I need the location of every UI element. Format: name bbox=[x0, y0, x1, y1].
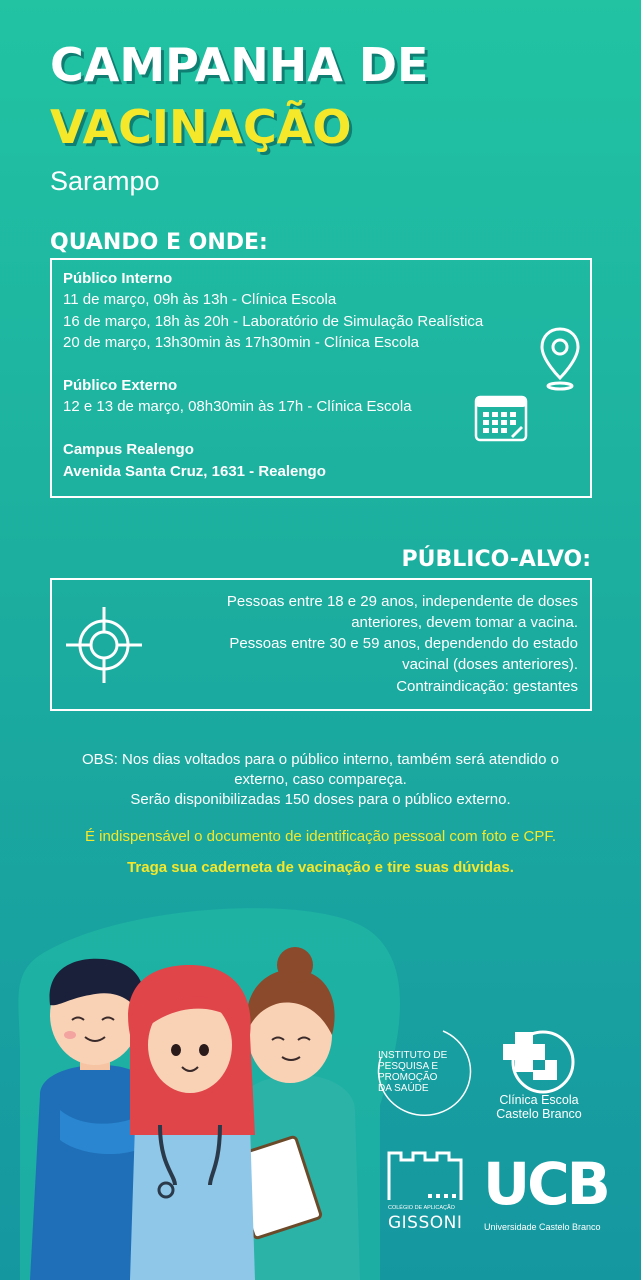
instituto-logo: INSTITUTO DE PESQUISA E PROMOÇÃO DA SAÚDE bbox=[378, 1050, 448, 1094]
internal-line-3: 20 de março, 13h30min às 17h30min - Clínica Escola bbox=[63, 334, 420, 351]
clinica-escola-cross-icon bbox=[503, 1024, 575, 1096]
ucb-subtitle: Universidade Castelo Branco bbox=[484, 1222, 601, 1232]
when-where-box bbox=[50, 258, 592, 498]
location-pin-icon bbox=[538, 326, 582, 394]
internal-title: Público Interno bbox=[63, 270, 173, 287]
obs-line-3: Serão disponibilizadas 150 doses para o público externo. bbox=[130, 791, 511, 808]
female-nurse-center-figure bbox=[128, 965, 255, 1280]
external-title: Público Externo bbox=[63, 377, 178, 394]
internal-line-1: 11 de março, 09h às 13h - Clínica Escola bbox=[63, 291, 337, 308]
target-crosshair-icon bbox=[64, 605, 144, 685]
card-notice: Traga sua caderneta de vacinação e tire suas dúvidas. bbox=[127, 859, 514, 876]
obs-line-1: OBS: Nos dias voltados para o público interno, também será atendido o bbox=[82, 751, 559, 768]
gissoni-subtitle: COLÉGIO DE APLICAÇÃO bbox=[388, 1205, 455, 1211]
target-line-4: vacinal (doses anteriores). bbox=[402, 656, 578, 673]
gissoni-logo: GISSONI bbox=[388, 1213, 463, 1233]
internal-line-2: 16 de março, 18h às 20h - Laboratório de Simulação Realística bbox=[63, 313, 484, 330]
campus-address: Avenida Santa Cruz, 1631 - Realengo bbox=[63, 463, 326, 480]
calendar-icon bbox=[474, 392, 528, 442]
target-line-2: anteriores, devem tomar a vacina. bbox=[351, 614, 578, 631]
target-box bbox=[50, 578, 592, 711]
target-line-3: Pessoas entre 30 e 59 anos, dependendo do estado bbox=[229, 635, 578, 652]
ucb-logo: UCB bbox=[483, 1150, 608, 1218]
target-heading: PÚBLICO-ALVO: bbox=[401, 547, 591, 572]
target-line-1: Pessoas entre 18 e 29 anos, independente de doses bbox=[226, 593, 578, 610]
obs-line-2: externo, caso compareça. bbox=[234, 771, 407, 788]
id-notice: É indispensável o documento de identificação pessoal com foto e CPF. bbox=[84, 828, 557, 845]
title-line-1: CAMPANHA DE bbox=[50, 38, 429, 92]
title-line-2: VACINAÇÃO bbox=[50, 100, 352, 154]
when-where-heading: QUANDO E ONDE: bbox=[50, 230, 268, 255]
external-line-1: 12 e 13 de março, 08h30min às 17h - Clínica Escola bbox=[63, 398, 412, 415]
clinica-escola-logo: Clínica Escola Castelo Branco bbox=[496, 1093, 582, 1121]
subtitle: Sarampo bbox=[50, 166, 160, 196]
gissoni-castle-icon bbox=[386, 1150, 466, 1202]
campus-title: Campus Realengo bbox=[63, 441, 194, 458]
target-line-5: Contraindicação: gestantes bbox=[396, 678, 578, 695]
